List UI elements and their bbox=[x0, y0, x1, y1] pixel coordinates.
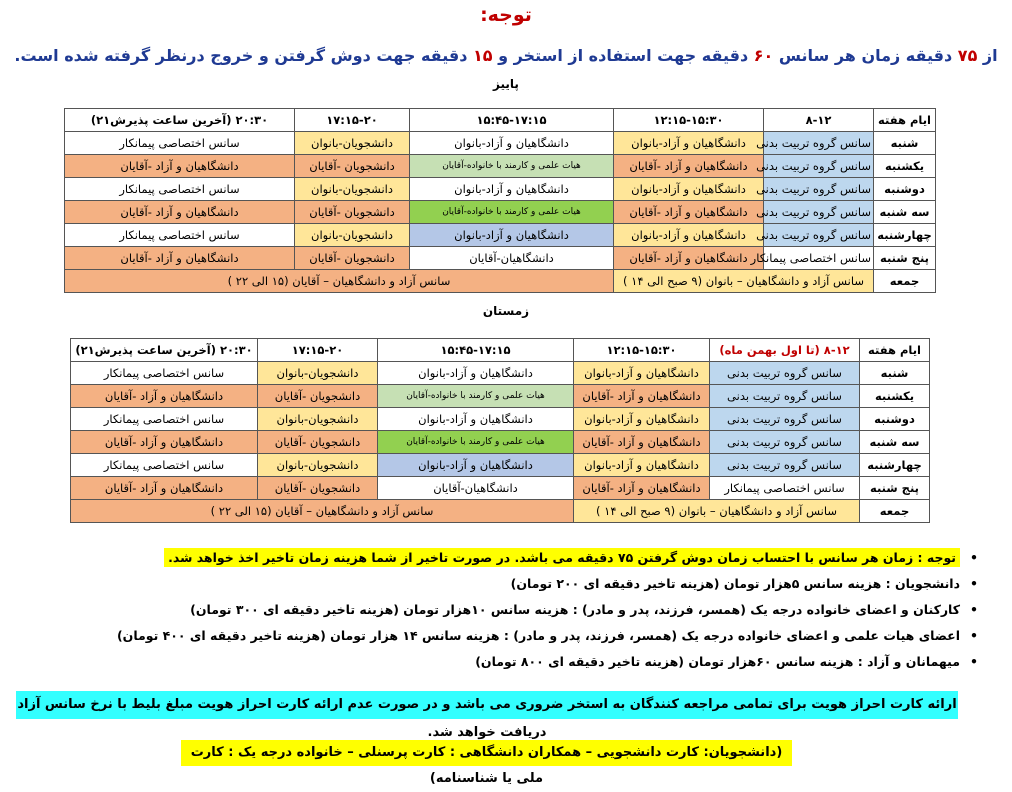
header-cell: ۸-۱۲ (تا اول بهمن ماه) bbox=[710, 339, 860, 362]
day-cell: یکشنبه bbox=[860, 385, 930, 408]
slot-cell: دانشجویان -آقایان bbox=[295, 201, 410, 224]
slot-cell: سانس اختصاصی پیمانکار bbox=[65, 178, 295, 201]
slot-cell: سانس گروه تربیت بدنی bbox=[764, 178, 874, 201]
header-cell: ۸-۱۲ bbox=[764, 109, 874, 132]
table-row-friday bbox=[65, 270, 936, 293]
intro-part: از bbox=[977, 46, 998, 65]
intro-part: دقیقه زمان هر سانس bbox=[773, 46, 958, 65]
slot-cell: دانشگاهیان و آزاد -آقایان bbox=[574, 477, 710, 500]
header-cell: ایام هفته bbox=[860, 339, 930, 362]
slot-cell: سانس اختصاصی پیمانکار bbox=[65, 224, 295, 247]
table-row bbox=[65, 224, 936, 247]
slot-cell: دانشگاهیان و آزاد-بانوان bbox=[614, 224, 764, 247]
table-header-row bbox=[65, 109, 936, 132]
slot-cell: دانشگاهیان و آزاد-بانوان bbox=[410, 132, 614, 155]
slot-cell: دانشجویان -آقایان bbox=[258, 477, 378, 500]
header-cell: ۱۲:۱۵-۱۵:۳۰ bbox=[574, 339, 710, 362]
slot-cell: سانس گروه تربیت بدنی bbox=[764, 224, 874, 247]
slot-cell: دانشگاهیان و آزاد-بانوان bbox=[574, 408, 710, 431]
slot-cell: دانشجویان -آقایان bbox=[258, 431, 378, 454]
slot-cell: سانس گروه تربیت بدنی bbox=[710, 408, 860, 431]
table-row bbox=[65, 178, 936, 201]
day-cell: سه شنبه bbox=[860, 431, 930, 454]
intro-number: ۱۵ bbox=[472, 46, 493, 65]
friday-evening-cell: سانس آزاد و دانشگاهیان – آقایان (۱۵ الی ۲۲ ) bbox=[71, 500, 574, 523]
table-row bbox=[71, 477, 930, 500]
slot-cell: سانس گروه تربیت بدنی bbox=[764, 155, 874, 178]
slot-cell: سانس اختصاصی پیمانکار bbox=[71, 362, 258, 385]
slot-cell: دانشگاهیان و آزاد -آقایان bbox=[65, 201, 295, 224]
bullet-icon: • bbox=[970, 550, 978, 565]
table-row bbox=[71, 454, 930, 477]
slot-cell: دانشگاهیان و آزاد -آقایان bbox=[71, 477, 258, 500]
bullet-icon: • bbox=[970, 602, 978, 617]
intro-text bbox=[0, 46, 1012, 65]
slot-cell: دانشگاهیان-آقایان bbox=[410, 247, 614, 270]
header-cell: ۱۲:۱۵-۱۵:۳۰ bbox=[614, 109, 764, 132]
season-label-winter: زمستان bbox=[482, 304, 530, 318]
slot-cell: دانشجویان -آقایان bbox=[295, 155, 410, 178]
day-cell: چهارشنبه bbox=[874, 224, 936, 247]
season-label-autumn: پاییز bbox=[493, 77, 519, 91]
list-item bbox=[22, 571, 982, 597]
note-text: دانشجویان : هزینه سانس ۵هزار تومان (هزینه تاخیر دقیقه ای ۲۰۰ تومان) bbox=[510, 576, 960, 591]
slot-cell: دانشگاهیان-آقایان bbox=[378, 477, 574, 500]
note-text: اعضای هیات علمی و اعضای خانواده درجه یک (همسر، فرزند، پدر و مادر) : هزینه سانس ۱۴ هزار تومان (هزینه تاخیر دقیقه ای ۴۰۰ تومان) bbox=[116, 628, 960, 643]
id-card-notice: ارائه کارت احراز هویت برای تمامی مراجعه کنندگان به استخر ضروری می باشد و در صورت عدم ارائه کارت احراز هویت مبلغ بلیط با نرخ سانس آزاد دریافت خواهد شد. bbox=[16, 691, 958, 719]
slot-cell: دانشجویان-بانوان bbox=[295, 132, 410, 155]
table-row bbox=[71, 408, 930, 431]
day-cell: چهارشنبه bbox=[860, 454, 930, 477]
day-cell: پنج شنبه bbox=[860, 477, 930, 500]
slot-cell: دانشجویان-بانوان bbox=[295, 178, 410, 201]
slot-cell: دانشگاهیان و آزاد-بانوان bbox=[574, 454, 710, 477]
slot-cell: دانشگاهیان و آزاد-بانوان bbox=[574, 362, 710, 385]
intro-number: ۷۵ bbox=[957, 46, 978, 65]
table-row bbox=[65, 201, 936, 224]
slot-cell: سانس گروه تربیت بدنی bbox=[710, 385, 860, 408]
slot-cell: دانشگاهیان و آزاد -آقایان bbox=[65, 247, 295, 270]
slot-cell: سانس اختصاصی پیمانکار bbox=[71, 408, 258, 431]
slot-cell: دانشگاهیان و آزاد -آقایان bbox=[71, 431, 258, 454]
table-row bbox=[65, 155, 936, 178]
table-row bbox=[71, 431, 930, 454]
slot-cell: سانس اختصاصی پیمانکار bbox=[65, 132, 295, 155]
friday-morning-cell: سانس آزاد و دانشگاهیان – بانوان (۹ صبح الی ۱۴ ) bbox=[574, 500, 860, 523]
slot-cell: دانشگاهیان و آزاد-بانوان bbox=[410, 224, 614, 247]
list-item bbox=[22, 649, 982, 675]
table-row bbox=[71, 362, 930, 385]
table-row bbox=[65, 247, 936, 270]
list-item bbox=[22, 597, 982, 623]
slot-cell: سانس گروه تربیت بدنی bbox=[710, 431, 860, 454]
intro-number: ۶۰ bbox=[753, 46, 774, 65]
slot-cell: دانشگاهیان و آزاد-بانوان bbox=[410, 178, 614, 201]
winter-schedule-table bbox=[70, 338, 930, 523]
slot-cell: دانشگاهیان و آزاد -آقایان bbox=[71, 385, 258, 408]
intro-part: دقیقه جهت دوش گرفتن و خروج درنظر گرفته شده است. bbox=[14, 46, 473, 65]
day-cell: شنبه bbox=[874, 132, 936, 155]
day-cell: دوشنبه bbox=[874, 178, 936, 201]
header-cell: ۱۷:۱۵-۲۰ bbox=[258, 339, 378, 362]
slot-cell: دانشجویان -آقایان bbox=[295, 247, 410, 270]
slot-cell: دانشگاهیان و آزاد-بانوان bbox=[378, 454, 574, 477]
slot-cell: دانشجویان-بانوان bbox=[295, 224, 410, 247]
slot-cell: هیات علمی و کارمند با خانواده-آقایان bbox=[410, 155, 614, 178]
slot-cell: سانس اختصاصی پیمانکار bbox=[71, 454, 258, 477]
autumn-schedule-table bbox=[64, 108, 936, 293]
slot-cell: دانشگاهیان و آزاد -آقایان bbox=[614, 247, 764, 270]
id-card-types: (دانشجویان: کارت دانشجویی – همکاران دانشگاهی : کارت پرسنلی – خانواده درجه یک : کارت ملی یا شناسنامه) bbox=[181, 740, 792, 766]
header-cell: ۲۰:۳۰ (آخرین ساعت پذیرش۲۱) bbox=[65, 109, 295, 132]
day-cell: یکشنبه bbox=[874, 155, 936, 178]
table-header-row bbox=[71, 339, 930, 362]
slot-cell: دانشجویان -آقایان bbox=[258, 385, 378, 408]
slot-cell: دانشگاهیان و آزاد-بانوان bbox=[614, 178, 764, 201]
list-item bbox=[22, 623, 982, 649]
slot-cell: دانشگاهیان و آزاد -آقایان bbox=[614, 201, 764, 224]
friday-morning-cell: سانس آزاد و دانشگاهیان – بانوان (۹ صبح الی ۱۴ ) bbox=[614, 270, 874, 293]
slot-cell: دانشگاهیان و آزاد-بانوان bbox=[614, 132, 764, 155]
slot-cell: هیات علمی و کارمند با خانواده-آقایان bbox=[410, 201, 614, 224]
note-text: میهمانان و آزاد : هزینه سانس ۶۰هزار تومان (هزینه تاخیر دقیقه ای ۸۰۰ تومان) bbox=[475, 654, 960, 669]
header-cell: ۱۵:۴۵-۱۷:۱۵ bbox=[410, 109, 614, 132]
slot-cell: دانشگاهیان و آزاد -آقایان bbox=[574, 385, 710, 408]
slot-cell: سانس گروه تربیت بدنی bbox=[710, 362, 860, 385]
day-cell: پنج شنبه bbox=[874, 247, 936, 270]
note-text: کارکنان و اعضای خانواده درجه یک (همسر، فرزند، پدر و مادر) : هزینه سانس ۱۰هزار تومان (هزینه تاخیر دقیقه ای ۳۰۰ تومان) bbox=[190, 602, 960, 617]
header-cell: ۱۷:۱۵-۲۰ bbox=[295, 109, 410, 132]
day-cell: جمعه bbox=[874, 270, 936, 293]
bullet-icon: • bbox=[970, 628, 978, 643]
slot-cell: دانشگاهیان و آزاد -آقایان bbox=[614, 155, 764, 178]
header-cell: ۲۰:۳۰ (آخرین ساعت پذیرش۲۱) bbox=[71, 339, 258, 362]
friday-evening-cell: سانس آزاد و دانشگاهیان – آقایان (۱۵ الی ۲۲ ) bbox=[65, 270, 614, 293]
bullet-icon: • bbox=[970, 576, 978, 591]
table-row-friday bbox=[71, 500, 930, 523]
slot-cell: هیات علمی و کارمند با خانواده-آقایان bbox=[378, 385, 574, 408]
slot-cell: دانشجویان-بانوان bbox=[258, 408, 378, 431]
intro-part: دقیقه جهت استفاده از استخر و bbox=[492, 46, 754, 65]
bullet-icon: • bbox=[970, 654, 978, 669]
day-cell: سه شنبه bbox=[874, 201, 936, 224]
day-cell: دوشنبه bbox=[860, 408, 930, 431]
slot-cell: هیات علمی و کارمند با خانواده-آقایان bbox=[378, 431, 574, 454]
slot-cell: سانس گروه تربیت بدنی bbox=[764, 132, 874, 155]
slot-cell: دانشگاهیان و آزاد -آقایان bbox=[65, 155, 295, 178]
page-title: توجه: bbox=[480, 4, 532, 26]
note-text: توجه : زمان هر سانس با احتساب زمان دوش گرفتن ۷۵ دقیقه می باشد. در صورت تاخیر از شما هزینه زمان تاخیر اخذ خواهد شد. bbox=[164, 548, 960, 567]
slot-cell: دانشگاهیان و آزاد-بانوان bbox=[378, 408, 574, 431]
day-cell: جمعه bbox=[860, 500, 930, 523]
table-row bbox=[71, 385, 930, 408]
slot-cell: دانشجویان-بانوان bbox=[258, 454, 378, 477]
header-cell: ۱۵:۴۵-۱۷:۱۵ bbox=[378, 339, 574, 362]
slot-cell: دانشگاهیان و آزاد -آقایان bbox=[574, 431, 710, 454]
list-item bbox=[22, 545, 982, 571]
slot-cell: دانشجویان-بانوان bbox=[258, 362, 378, 385]
slot-cell: سانس گروه تربیت بدنی bbox=[764, 201, 874, 224]
slot-cell: دانشگاهیان و آزاد-بانوان bbox=[378, 362, 574, 385]
slot-cell: سانس اختصاصی پیمانکار bbox=[764, 247, 874, 270]
fee-notes-list bbox=[22, 545, 982, 675]
table-row bbox=[65, 132, 936, 155]
slot-cell: سانس گروه تربیت بدنی bbox=[710, 454, 860, 477]
slot-cell: سانس اختصاصی پیمانکار bbox=[710, 477, 860, 500]
day-cell: شنبه bbox=[860, 362, 930, 385]
header-cell: ایام هفته bbox=[874, 109, 936, 132]
